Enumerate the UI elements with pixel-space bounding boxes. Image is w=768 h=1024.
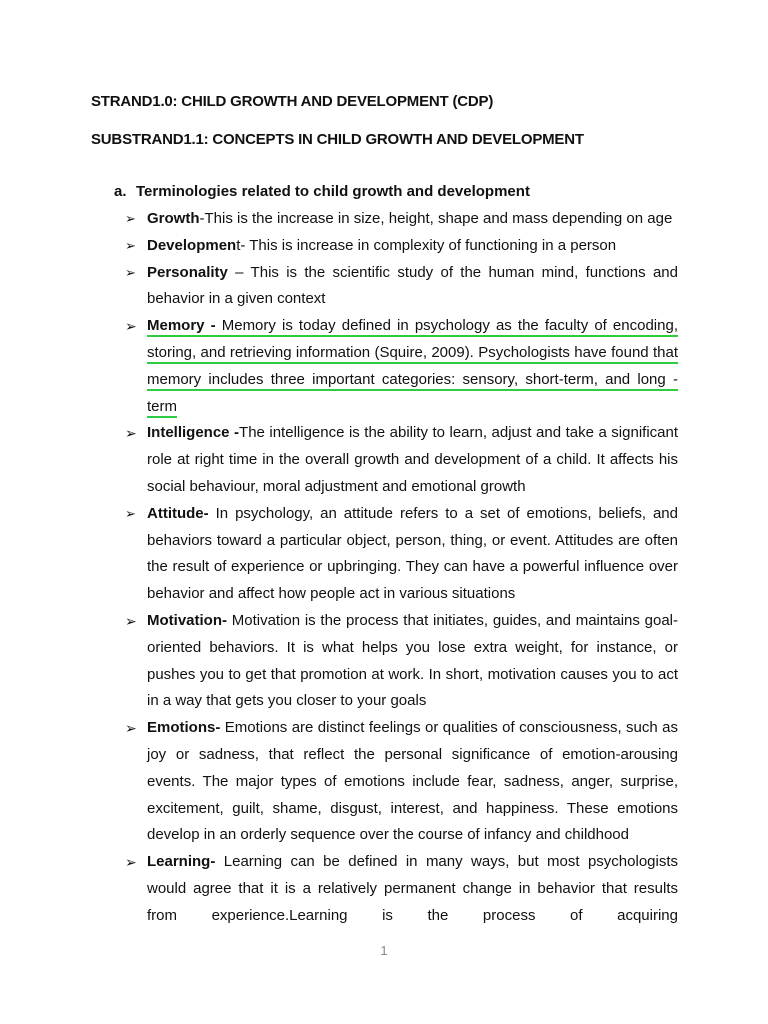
list-item-memory [125,313,678,420]
section-letter: a. [114,183,127,200]
list-item-personality [125,260,678,314]
arrow-bullet-icon: ➢ [125,318,137,335]
term-name: Emotions- [147,719,221,737]
list-item-attitude [125,501,678,608]
arrow-bullet-icon: ➢ [125,505,136,521]
term-definition: – This is the scientific study of the human mind, functions and behavior in a given context [147,263,678,308]
term-definition: t- This is increase in complexity of functioning in a person [236,236,617,254]
arrow-bullet-icon: ➢ [125,612,137,629]
term-definition: In psychology, an attitude refers to a set of emotions, beliefs, and behaviors toward a particular object, person, thing, or event. Attitudes are often the result of experience or upbringing. They can have a powerful influence over behavior and affect how people act in various situations [147,504,678,603]
strand-heading: STRAND1.0: CHILD GROWTH AND DEVELOPMENT (CDP) [91,93,494,110]
list-item-growth [125,206,678,233]
list-item-intelligence [125,420,678,500]
term-name: Intelligence - [147,424,240,442]
arrow-bullet-icon: ➢ [125,237,136,253]
arrow-bullet-icon: ➢ [125,720,137,737]
term-name: Memory - [147,317,216,335]
term-definition: Emotions are distinct feelings or qualities of consciousness, such as joy or sadness, that reflect the personal significance of emotion-arousing events. The major types of emotions include fear, sadness, anger, surprise, excitement, guilt, shame, disgust, interest, and happiness. These emotions develop in an orderly sequence over the course of infancy and childhood [147,719,678,844]
terms-list [125,206,678,930]
page-number: 1 [380,943,388,958]
term-definition: -This is the increase in size, height, shape and mass depending on age [199,210,673,227]
arrow-bullet-icon: ➢ [125,264,136,280]
term-name: Personality [147,263,228,281]
term-definition: Learning can be defined in many ways, but most psychologists would agree that it is a relatively permanent change in behavior that results from experience.Learning is the process of acquiring [147,853,678,924]
term-definition: The intelligence is the ability to learn, adjust and take a significant role at right time in the overall growth and development of a child. It affects his social behaviour, moral adjustment and emotional growth [147,424,678,495]
arrow-bullet-icon: ➢ [125,854,137,871]
list-item-learning [125,849,678,929]
substrand-heading: SUBSTRAND1.1: CONCEPTS IN CHILD GROWTH AND DEVELOPMENT [91,131,584,148]
term-definition: Motivation is the process that initiates, guides, and maintains goal-oriented behaviors. It is what helps you lose extra weight, for instance, or pushes you to get that promotion at work. In short, motivation causes you to act in a way that gets you closer to your goals [147,611,678,710]
term-name: Developmen [147,236,237,254]
term-name: Motivation- [147,611,227,629]
section-heading [114,183,530,200]
arrow-bullet-icon: ➢ [125,425,137,442]
highlighted-definition [147,317,678,414]
arrow-bullet-icon: ➢ [125,211,136,226]
list-item-emotions [125,715,678,849]
term-definition: Memory is today defined in psychology as the faculty of encoding, storing, and retrieving information (Squire, 2009). Psychologists have found that memory includes three important categories: sensory, short-term, and long -term [147,317,678,415]
list-item-development [125,233,678,260]
term-name: Growth [147,210,200,227]
term-name: Learning- [147,853,216,871]
list-item-motivation [125,608,678,715]
section-title: Terminologies related to child growth and development [136,183,530,200]
term-name: Attitude- [147,504,209,522]
